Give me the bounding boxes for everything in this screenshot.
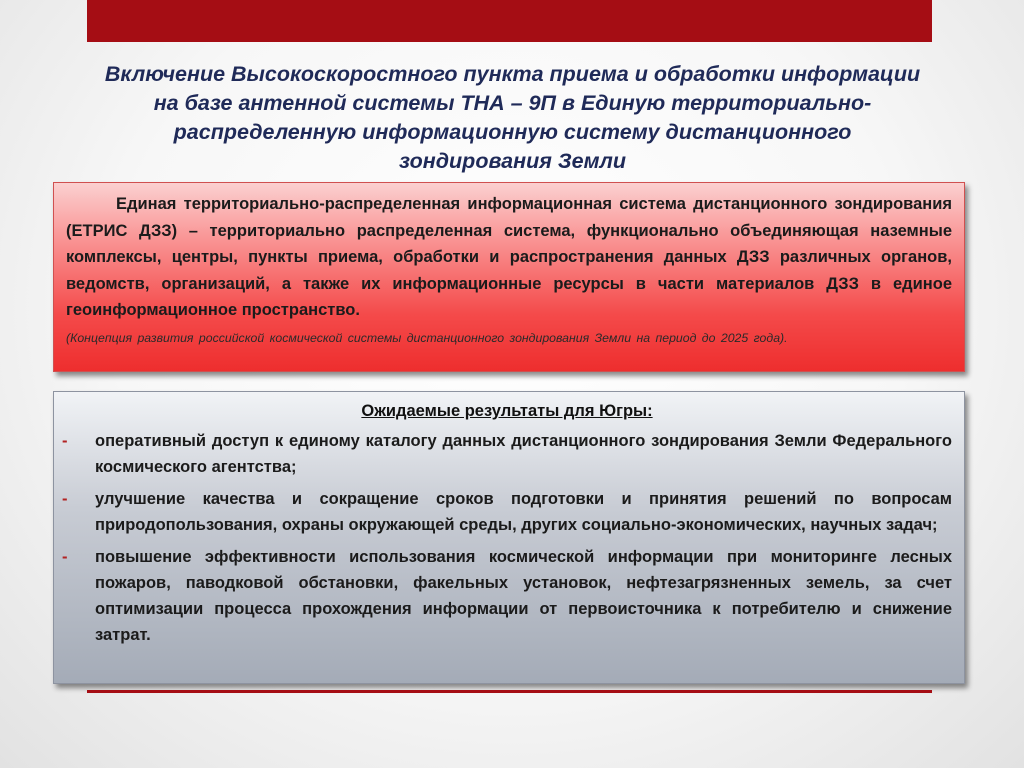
results-box <box>53 391 965 684</box>
bullet-dash-icon: - <box>62 432 68 450</box>
list-item <box>62 486 952 538</box>
list-item <box>62 544 952 648</box>
definition-text: Единая территориально-распределенная информационная система дистанционного зондирования (ЕТРИС ДЗЗ) – территориально распределенная система, функционально объединяющая наземные комплексы, центры, пункты приема, обработки и распространения данных ДЗЗ различных органов, ведомств, организаций, а также их информационные ресурсы в части материалов ДЗЗ в единое геоинформационное пространство. <box>66 195 952 319</box>
list-item-text: улучшение качества и сокращение сроков подготовки и принятия решений по вопросам природопользования, охраны окружающей среды, других социально-экономических, научных задач; <box>95 490 952 534</box>
top-accent-bar <box>87 0 932 42</box>
bottom-accent-line <box>87 690 932 693</box>
list-item-text: оперативный доступ к единому каталогу данных дистанционного зондирования Земли Федерального космического агентства; <box>95 432 952 476</box>
definition-box <box>53 182 965 372</box>
results-heading: Ожидаемые результаты для Югры: <box>361 402 653 420</box>
results-list <box>62 428 952 648</box>
list-item <box>62 428 952 480</box>
list-item-text: повышение эффективности использования космической информации при мониторинге лесных пожаров, паводковой обстановки, факельных установок, нефтезагрязненных земель, за счет оптимизации процесса прохождения информации от первоисточника к потребителю и снижение затрат. <box>95 548 952 644</box>
definition-citation: (Концепция развития российской космической системы дистанционного зондирования Земли на период до 2025 года). <box>66 330 788 345</box>
bullet-dash-icon: - <box>62 490 68 508</box>
slide-title: Включение Высокоскоростного пункта приема и обработки информации на базе антенной системы ТНА – 9П в Единую территориально-распределенную информационную систему дистанционного зондирования Земли <box>104 62 921 173</box>
bullet-dash-icon: - <box>62 548 68 566</box>
